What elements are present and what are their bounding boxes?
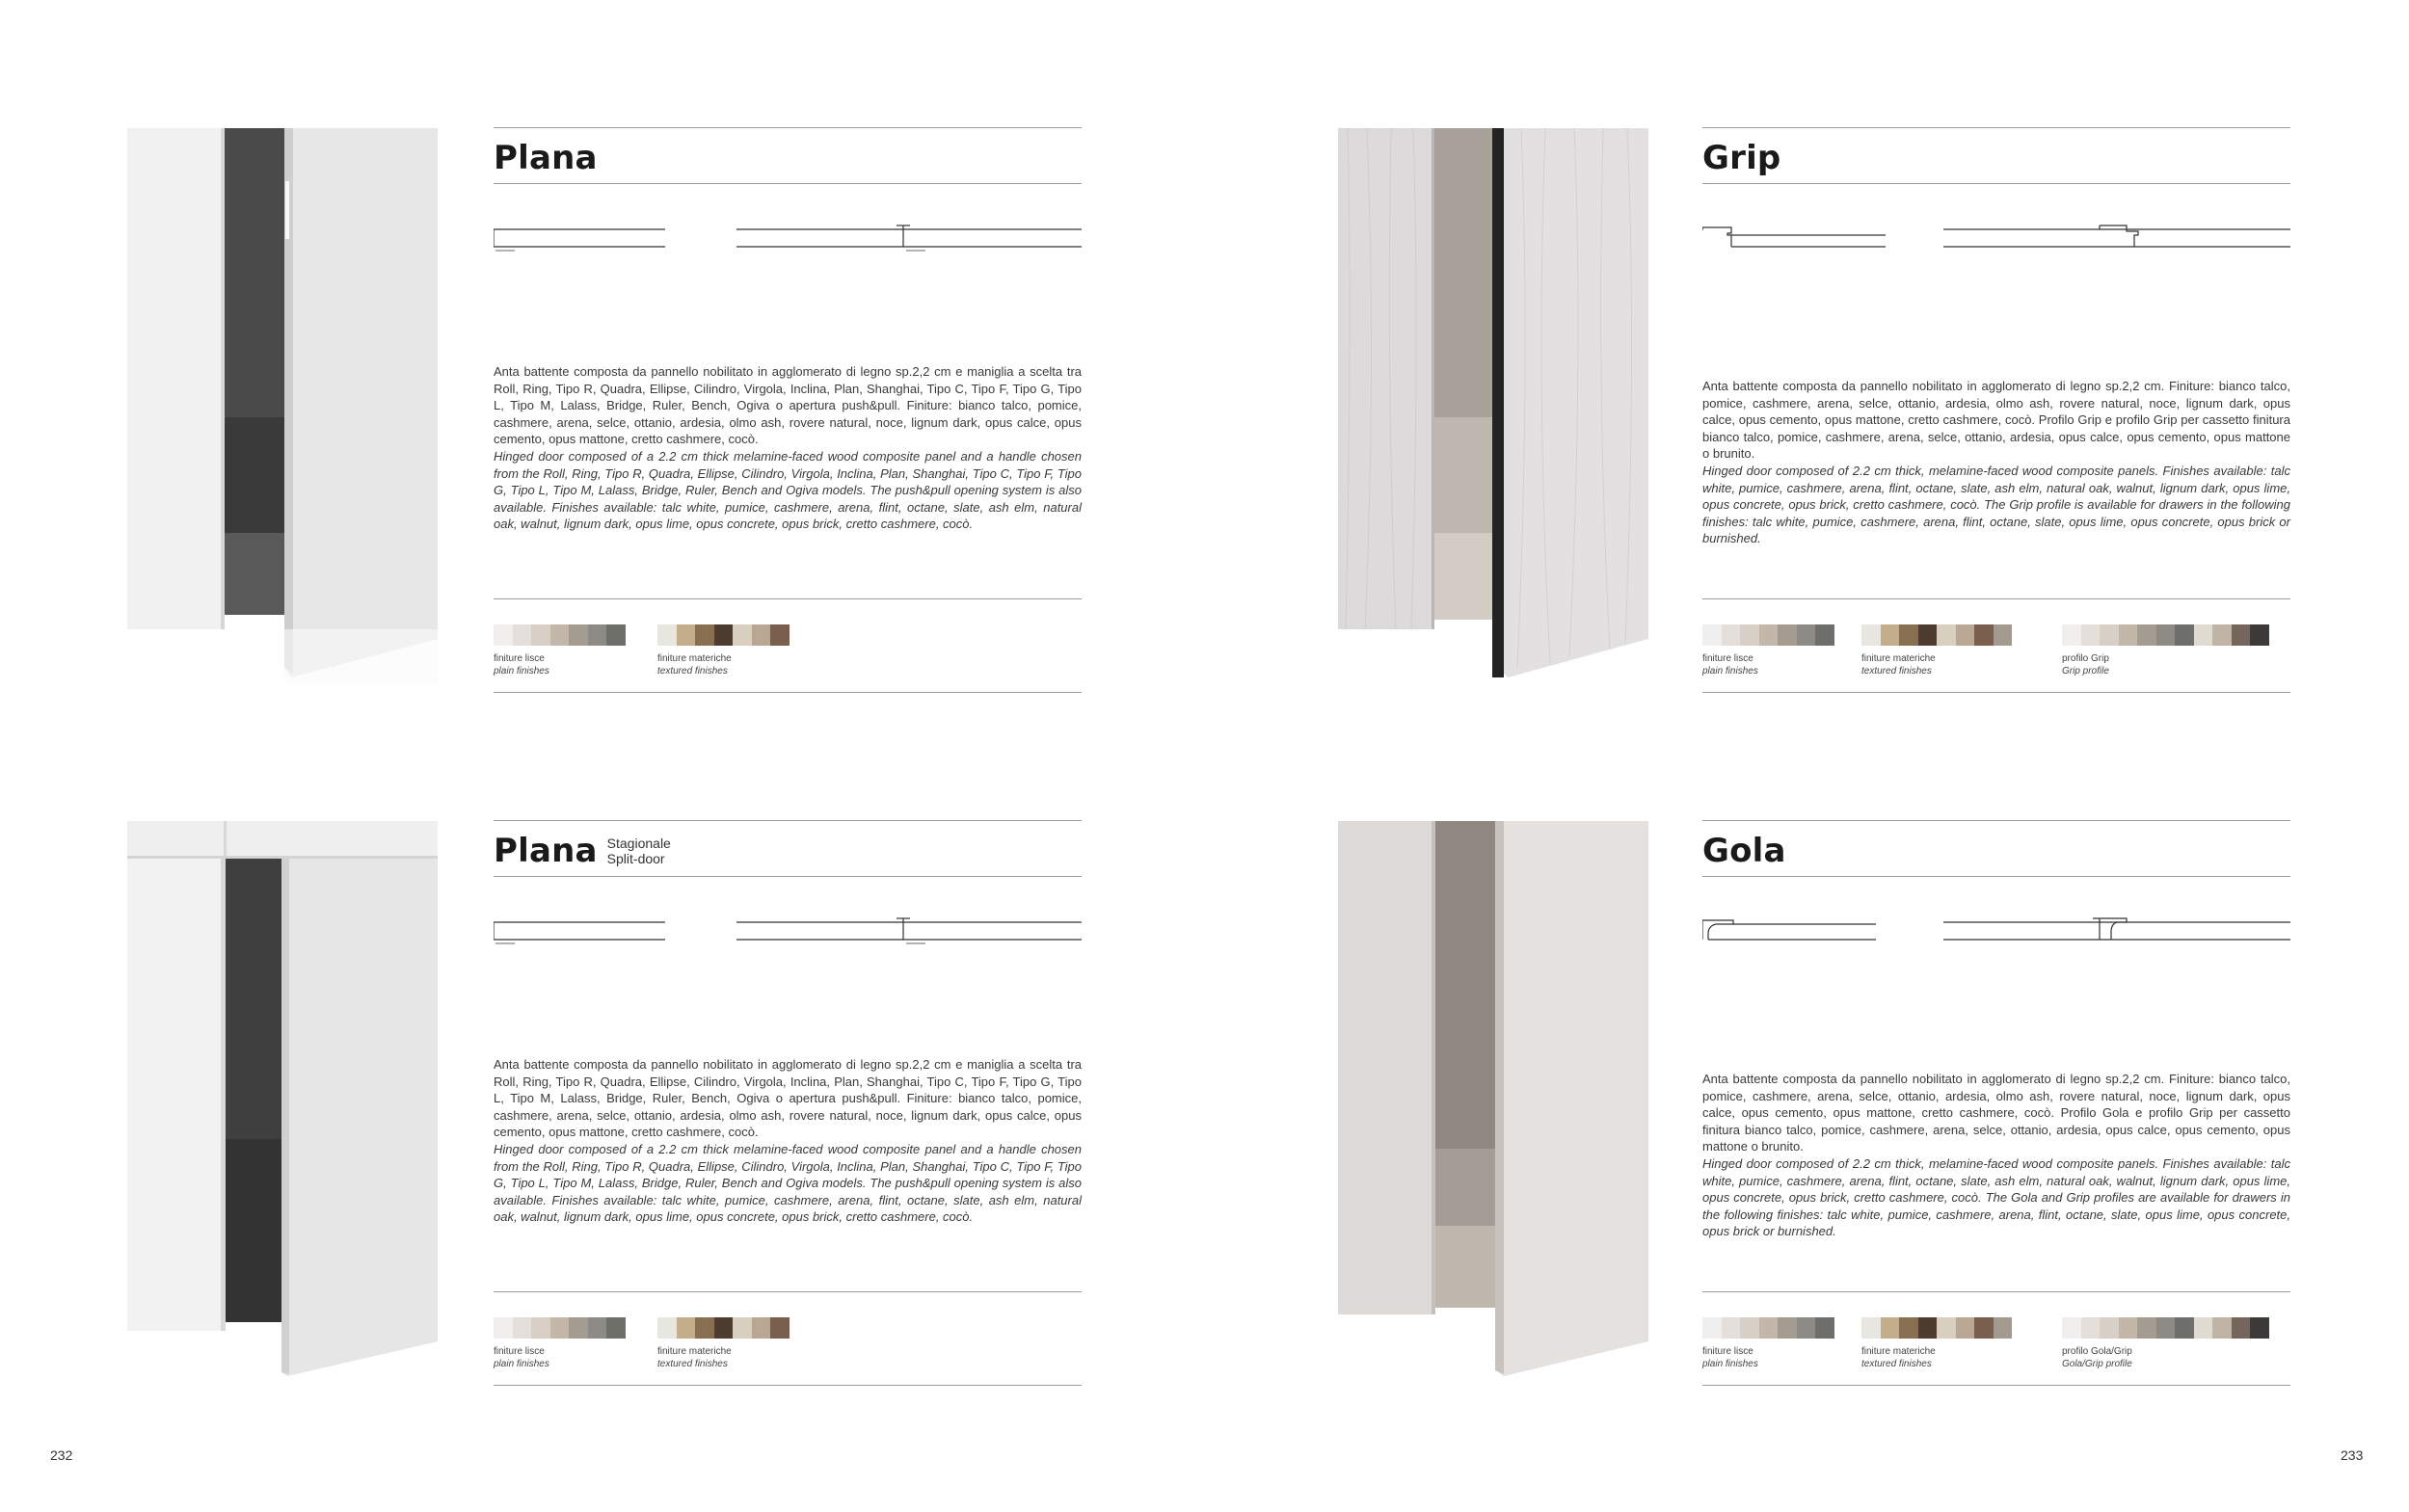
product-name: Gola xyxy=(1702,832,1786,870)
color-swatch xyxy=(657,624,677,646)
color-swatch xyxy=(569,1317,588,1339)
color-swatch xyxy=(677,1317,696,1339)
product-block-plana xyxy=(494,127,1082,698)
product-description xyxy=(1702,378,2290,547)
door-photo-gola xyxy=(1338,821,1648,1376)
page-number-left: 232 xyxy=(50,1447,73,1463)
color-swatch xyxy=(1759,624,1779,646)
color-swatch xyxy=(513,624,532,646)
caption-italian: finiture materiche xyxy=(1861,653,1936,664)
color-swatch xyxy=(2062,1317,2081,1339)
caption-english: textured finishes xyxy=(657,1359,728,1369)
color-swatch xyxy=(1994,624,2013,646)
profile-drawing xyxy=(1702,224,2290,252)
color-swatch xyxy=(733,624,752,646)
color-swatch xyxy=(2194,624,2213,646)
caption-english: plain finishes xyxy=(1702,1359,1758,1369)
caption-italian: finiture lisce xyxy=(494,653,545,664)
swatch-row-textured xyxy=(657,1317,790,1339)
rule xyxy=(1702,127,2290,128)
color-swatch xyxy=(770,624,790,646)
color-swatch xyxy=(1937,1317,1956,1339)
swatch-caption xyxy=(657,1345,732,1370)
swatch-caption xyxy=(657,652,732,677)
color-swatch xyxy=(2119,1317,2138,1339)
color-swatch xyxy=(531,624,550,646)
caption-english: Grip profile xyxy=(2062,666,2109,676)
door-photo-grip xyxy=(1338,128,1648,683)
swatch-row-plain xyxy=(1702,1317,1834,1339)
color-swatch xyxy=(1797,624,1816,646)
profile-drawing xyxy=(494,916,1082,945)
description-english: Hinged door composed of 2.2 cm thick, melamine-faced wood composite panels. Finishes available: talc white, pumice, cashmere, arena, flint, octane, slate, ash elm, natural oak, walnut, lignum dark, opus lime, opus concrete, opus brick, cretto cashmere, cocò. The Gola and Grip profiles are available for drawers in the following finishes: talc white, pumice, cashmere, arena, flint, octane, slate, opus lime, opus concrete, opus brick or burnished. xyxy=(1702,1155,2290,1239)
swatch-row-plain xyxy=(494,624,626,646)
caption-italian: finiture materiche xyxy=(657,1346,732,1357)
swatch-row-textured xyxy=(657,624,790,646)
rule xyxy=(494,127,1082,128)
color-swatch xyxy=(1722,624,1741,646)
rule xyxy=(1702,598,2290,599)
color-swatch xyxy=(733,1317,752,1339)
swatch-row-textured xyxy=(1861,624,2012,646)
rule xyxy=(494,598,1082,599)
caption-italian: profilo Gola/Grip xyxy=(2062,1346,2132,1357)
swatch-caption xyxy=(1702,652,1758,677)
product-title xyxy=(494,137,598,179)
color-swatch xyxy=(550,1317,570,1339)
color-swatch xyxy=(677,624,696,646)
color-swatch xyxy=(2062,624,2081,646)
color-swatch xyxy=(2100,624,2119,646)
color-swatch xyxy=(2156,1317,2176,1339)
color-swatch xyxy=(588,1317,607,1339)
color-swatch xyxy=(2212,1317,2232,1339)
color-swatch xyxy=(588,624,607,646)
color-swatch xyxy=(770,1317,790,1339)
subtitle-italian: Stagionale xyxy=(606,836,671,851)
caption-italian: finiture lisce xyxy=(1702,1346,1753,1357)
product-description xyxy=(494,1056,1082,1226)
caption-italian: finiture lisce xyxy=(1702,653,1753,664)
description-english: Hinged door composed of 2.2 cm thick, melamine-faced wood composite panels. Finishes available: talc white, pumice, cashmere, arena, flint, octane, slate, ash elm, natural oak, walnut, lignum dark, opus lime, opus concrete, opus brick, cretto cashmere, cocò. The Grip profile is available for drawers in the following finishes: talc white, pumice, cashmere, arena, flint, octane, slate, opus lime, opus concrete, opus brick or burnished. xyxy=(1702,463,2290,546)
description-italian: Anta battente composta da pannello nobilitato in agglomerato di legno sp.2,2 cm. Finiture: bianco talco, pomice, cashmere, arena, selce, ottanio, ardesia, olmo ash, rovere natural, noce, lignum dark, opus calce, opus cemento, opus mattone, cretto cashmere, cocò. Profilo Gola e profilo Grip per cassetto finitura bianco talco, pomice, cashmere, arena, selce, ottanio, ardesia, opus calce, opus cemento, opus mattone o brunito. xyxy=(1702,1072,2290,1154)
swatch-caption xyxy=(494,1345,549,1370)
color-swatch xyxy=(2194,1317,2213,1339)
caption-english: Gola/Grip profile xyxy=(2062,1359,2132,1369)
description-english: Hinged door composed of a 2.2 cm thick melamine-faced wood composite panel and a handle chosen from the Roll, Ring, Tipo R, Quadra, Ellipse, Cilindro, Virgola, Inclina, Plan, Shanghai, Tipo C, Tipo F, Tipo G, Tipo L, Tipo M, Lalass, Bridge, Ruler, Bench and Ogiva models. The push&pull opening system is also available. Finishes available: talc white, pumice, cashmere, arena, flint, octane, slate, ash elm, natural oak, walnut, lignum dark, opus lime, opus concrete, opus brick, cretto cashmere, cocò. xyxy=(494,1141,1082,1225)
rule xyxy=(1702,820,2290,821)
color-swatch xyxy=(2156,624,2176,646)
product-block-grip xyxy=(1702,127,2290,698)
rule xyxy=(1702,183,2290,184)
description-english: Hinged door composed of a 2.2 cm thick melamine-faced wood composite panel and a handle chosen from the Roll, Ring, Tipo R, Quadra, Ellipse, Cilindro, Virgola, Inclina, Plan, Shanghai, Tipo C, Tipo F, Tipo G, Tipo L, Tipo M, Lalass, Bridge, Ruler, Bench and Ogiva models. The push&pull opening system is also available. Finishes available: talc white, pumice, cashmere, arena, flint, octane, slate, ash elm, natural oak, walnut, lignum dark, opus lime, opus concrete, opus brick, cretto cashmere, cocò. xyxy=(494,448,1082,532)
swatch-caption xyxy=(1861,1345,1936,1370)
color-swatch xyxy=(1899,1317,1918,1339)
product-description xyxy=(494,363,1082,533)
color-swatch xyxy=(1937,624,1956,646)
caption-italian: finiture lisce xyxy=(494,1346,545,1357)
color-swatch xyxy=(2250,1317,2269,1339)
color-swatch xyxy=(1797,1317,1816,1339)
color-swatch xyxy=(714,1317,734,1339)
color-swatch xyxy=(1881,624,1900,646)
color-swatch xyxy=(752,1317,771,1339)
color-swatch xyxy=(1974,624,1994,646)
caption-english: textured finishes xyxy=(657,666,728,676)
color-swatch xyxy=(714,624,734,646)
product-subtitle xyxy=(607,836,671,866)
color-swatch xyxy=(1881,1317,1900,1339)
color-swatch xyxy=(1815,624,1834,646)
description-italian: Anta battente composta da pannello nobilitato in agglomerato di legno sp.2,2 cm e maniglia a scelta tra Roll, Ring, Tipo R, Quadra, Ellipse, Cilindro, Virgola, Inclina, Plan, Shanghai, Tipo C, Tipo F, Tipo G, Tipo L, Tipo M, Lalass, Bridge, Ruler, Bench, Ogiva o apertura push&pull. Finiture: bianco talco, pomice, cashmere, arena, selce, ottanio, ardesia, olmo ash, rovere natural, noce, lignum dark, opus calce, opus cemento, opus mattone, cretto cashmere, cocò. xyxy=(494,1057,1082,1140)
rule xyxy=(494,183,1082,184)
color-swatch xyxy=(606,624,626,646)
color-swatch xyxy=(695,1317,714,1339)
page-number-right: 233 xyxy=(2341,1447,2364,1463)
swatch-row-grip-profile xyxy=(2062,624,2269,646)
color-swatch xyxy=(494,1317,513,1339)
door-photo-plana-split xyxy=(127,821,438,1376)
subtitle-english: Split-door xyxy=(606,851,665,866)
door-photo-plana xyxy=(127,128,438,683)
rule xyxy=(1702,1291,2290,1292)
color-swatch xyxy=(1956,1317,1975,1339)
color-swatch xyxy=(1861,1317,1881,1339)
color-swatch xyxy=(2081,1317,2101,1339)
product-name: Plana xyxy=(494,139,598,177)
rule xyxy=(494,876,1082,877)
profile-drawing xyxy=(1702,916,2290,945)
swatch-row-gola-grip-profile xyxy=(2062,1317,2269,1339)
product-block-plana-split xyxy=(494,820,1082,1391)
color-swatch xyxy=(1918,1317,1938,1339)
rule xyxy=(494,692,1082,693)
caption-english: plain finishes xyxy=(1702,666,1758,676)
rule xyxy=(1702,876,2290,877)
caption-english: plain finishes xyxy=(494,1359,549,1369)
product-title xyxy=(494,830,671,872)
color-swatch xyxy=(569,624,588,646)
rule xyxy=(494,1291,1082,1292)
rule xyxy=(494,820,1082,821)
rule xyxy=(1702,1385,2290,1386)
color-swatch xyxy=(2175,624,2194,646)
color-swatch xyxy=(1918,624,1938,646)
color-swatch xyxy=(1702,624,1722,646)
color-swatch xyxy=(1994,1317,2013,1339)
color-swatch xyxy=(657,1317,677,1339)
color-swatch xyxy=(695,624,714,646)
swatch-caption xyxy=(1861,652,1936,677)
color-swatch xyxy=(2250,624,2269,646)
color-swatch xyxy=(2137,624,2156,646)
swatch-caption xyxy=(2062,1345,2132,1370)
color-swatch xyxy=(2232,1317,2251,1339)
color-swatch xyxy=(1740,1317,1759,1339)
color-swatch xyxy=(494,624,513,646)
product-description xyxy=(1702,1071,2290,1240)
swatch-row-plain xyxy=(1702,624,1834,646)
caption-italian: profilo Grip xyxy=(2062,653,2109,664)
swatch-caption xyxy=(494,652,549,677)
product-name: Plana xyxy=(494,832,598,870)
description-italian: Anta battente composta da pannello nobilitato in agglomerato di legno sp.2,2 cm. Finiture: bianco talco, pomice, cashmere, arena, selce, ottanio, ardesia, olmo ash, rovere natural, noce, lignum dark, opus calce, opus cemento, opus mattone, cretto cashmere, cocò. Profilo Grip e profilo Grip per cassetto finitura bianco talco, pomice, cashmere, arena, selce, ottanio, ardesia, opus calce, opus cemento, opus mattone o brunito. xyxy=(1702,379,2290,462)
color-swatch xyxy=(513,1317,532,1339)
color-swatch xyxy=(2119,624,2138,646)
caption-english: textured finishes xyxy=(1861,666,1932,676)
color-swatch xyxy=(2175,1317,2194,1339)
description-italian: Anta battente composta da pannello nobilitato in agglomerato di legno sp.2,2 cm e maniglia a scelta tra Roll, Ring, Tipo R, Quadra, Ellipse, Cilindro, Virgola, Inclina, Plan, Shanghai, Tipo C, Tipo F, Tipo G, Tipo L, Tipo M, Lalass, Bridge, Ruler, Bench, Ogiva o apertura push&pull. Finiture: bianco talco, pomice, cashmere, arena, selce, ottanio, ardesia, olmo ash, rovere natural, noce, lignum dark, opus calce, opus cemento, opus mattone, cretto cashmere, cocò. xyxy=(494,364,1082,447)
swatch-row-plain xyxy=(494,1317,626,1339)
swatch-caption xyxy=(1702,1345,1758,1370)
color-swatch xyxy=(1815,1317,1834,1339)
product-name: Grip xyxy=(1702,139,1781,177)
color-swatch xyxy=(1974,1317,1994,1339)
product-title xyxy=(1702,137,1780,179)
color-swatch xyxy=(752,624,771,646)
color-swatch xyxy=(1956,624,1975,646)
caption-english: plain finishes xyxy=(494,666,549,676)
color-swatch xyxy=(2232,624,2251,646)
color-swatch xyxy=(2100,1317,2119,1339)
color-swatch xyxy=(2081,624,2101,646)
color-swatch xyxy=(1702,1317,1722,1339)
swatch-caption xyxy=(2062,652,2109,677)
color-swatch xyxy=(1861,624,1881,646)
caption-english: textured finishes xyxy=(1861,1359,1932,1369)
color-swatch xyxy=(2137,1317,2156,1339)
color-swatch xyxy=(1740,624,1759,646)
caption-italian: finiture materiche xyxy=(1861,1346,1936,1357)
swatch-row-textured xyxy=(1861,1317,2012,1339)
product-block-gola xyxy=(1702,820,2290,1391)
color-swatch xyxy=(1899,624,1918,646)
rule xyxy=(494,1385,1082,1386)
color-swatch xyxy=(1759,1317,1779,1339)
color-swatch xyxy=(1778,624,1797,646)
color-swatch xyxy=(531,1317,550,1339)
color-swatch xyxy=(2212,624,2232,646)
color-swatch xyxy=(606,1317,626,1339)
rule xyxy=(1702,692,2290,693)
product-title xyxy=(1702,830,1786,872)
caption-italian: finiture materiche xyxy=(657,653,732,664)
color-swatch xyxy=(550,624,570,646)
profile-drawing xyxy=(494,224,1082,252)
color-swatch xyxy=(1722,1317,1741,1339)
color-swatch xyxy=(1778,1317,1797,1339)
